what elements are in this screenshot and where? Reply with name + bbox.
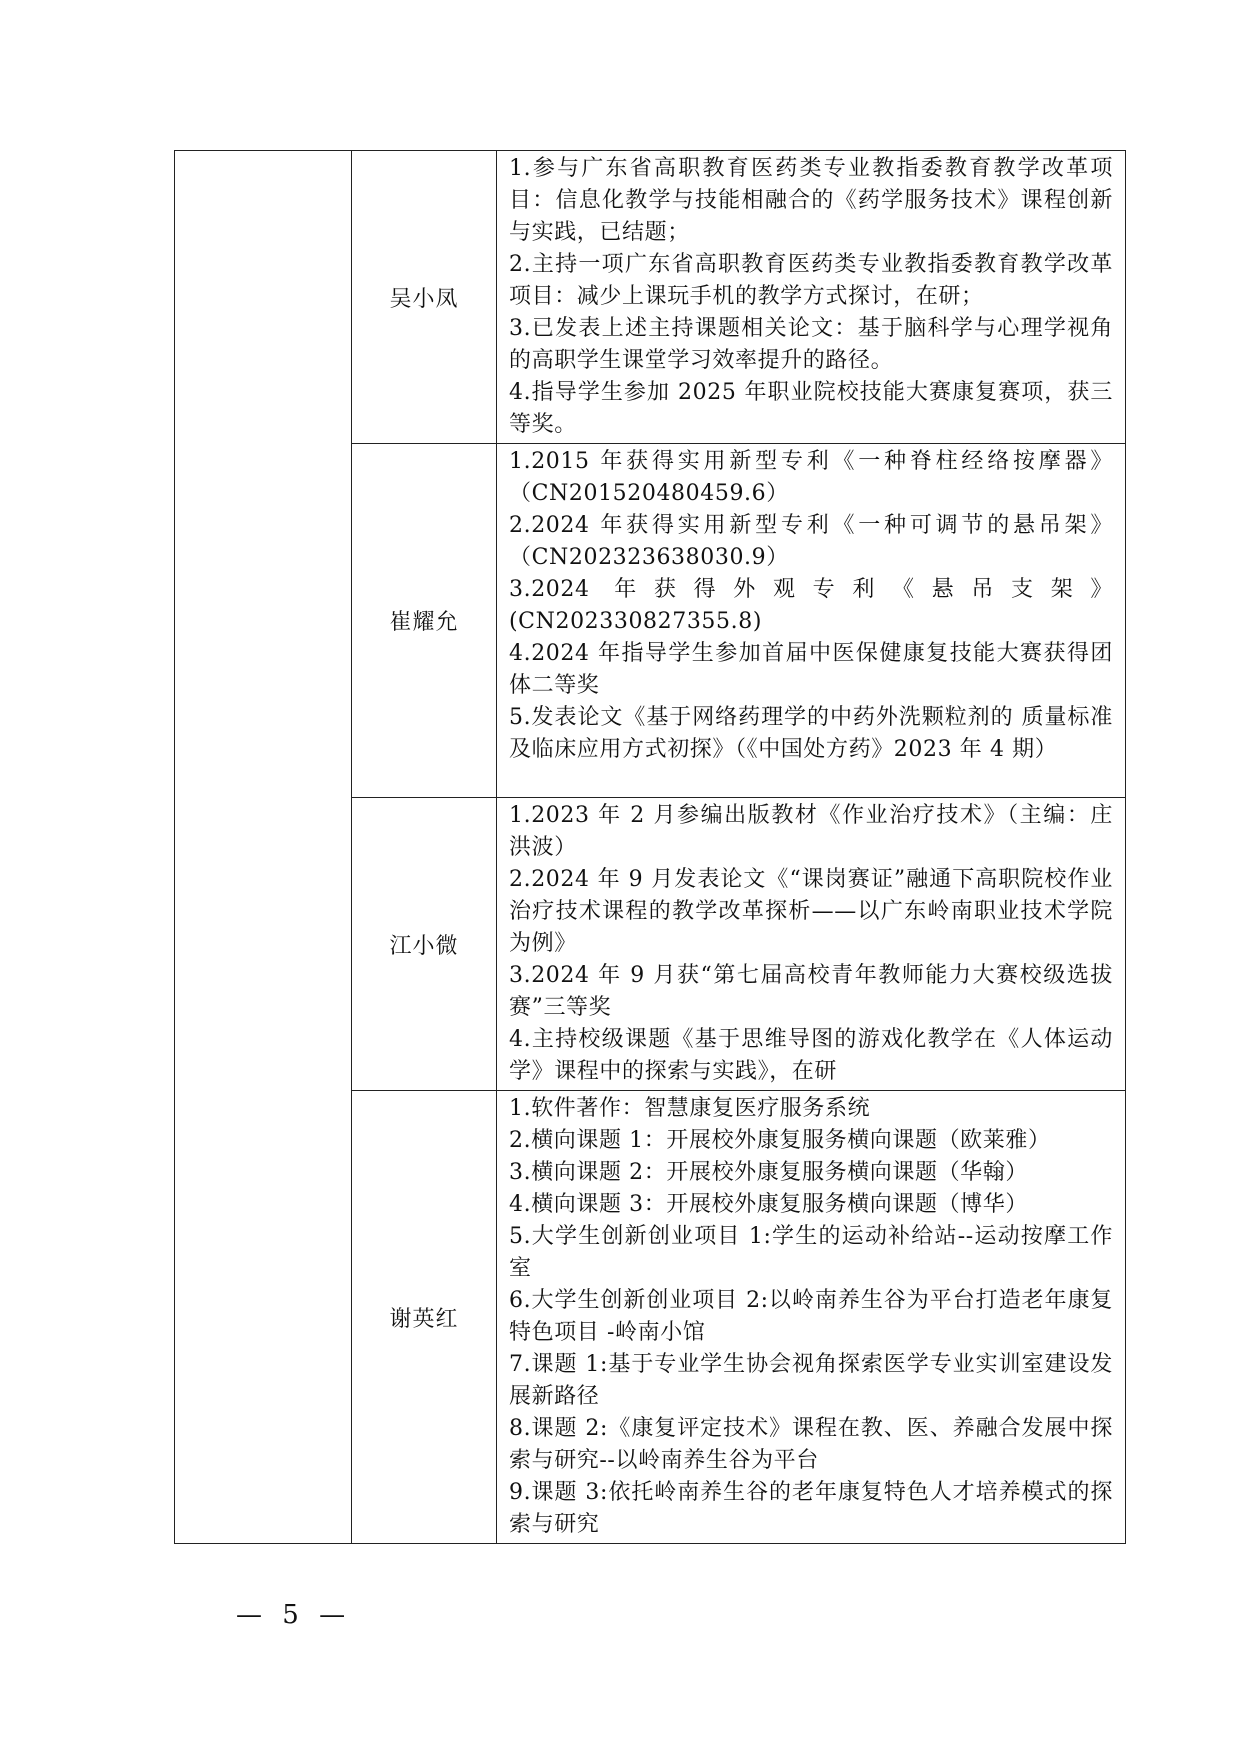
achievement-item: 2.2024 年获得实用新型专利《一种可调节的悬吊架》（CN202323638030.9）	[509, 513, 1113, 570]
achievement-item: 1.参与广东省高职教育医药类专业教指委教育教学改革项目：信息化教学与技能相融合的《药学服务技术》课程创新与实践，已结题；	[509, 156, 1113, 245]
achievement-item: 5.发表论文《基于网络药理学的中药外洗颗粒剂的 质量标准及临床应用方式初探》（《中国处方药》2023 年 4 期）	[509, 705, 1113, 762]
achievements-cell	[497, 151, 1126, 444]
achievement-item: 2.横向课题 1：开展校外康复服务横向课题（欧莱雅）	[509, 1128, 1051, 1153]
achievement-item: 1.软件著作：智慧康复医疗服务系统	[509, 1096, 871, 1121]
achievement-item: 8.课题 2:《康复评定技术》课程在教、医、养融合发展中探索与研究--以岭南养生谷为平台	[509, 1416, 1113, 1473]
achievement-item: 3.已发表上述主持课题相关论文：基于脑科学与心理学视角的高职学生课堂学习效率提升的路径。	[509, 316, 1113, 373]
achievement-item: 4.指导学生参加 2025 年职业院校技能大赛康复赛项，获三等奖。	[509, 380, 1113, 437]
achievement-table	[174, 150, 1126, 1544]
achievement-item: 1.2015 年获得实用新型专利《一种脊柱经络按摩器》（CN201520480459.6）	[509, 449, 1113, 506]
achievements-cell	[497, 798, 1126, 1091]
achievement-item: 2.主持一项广东省高职教育医药类专业教指委教育教学改革项目：减少上课玩手机的教学方式探讨，在研；	[509, 252, 1113, 309]
page-number: — 5 —	[236, 1600, 352, 1630]
achievement-item: 4.横向课题 3：开展校外康复服务横向课题（博华）	[509, 1192, 1028, 1217]
achievement-item: 4.2024 年指导学生参加首届中医保健康复技能大赛获得团体二等奖	[509, 641, 1113, 698]
achievement-item: 6.大学生创新创业项目 2:以岭南养生谷为平台打造老年康复特色项目 -岭南小馆	[509, 1288, 1113, 1345]
achievement-item: 5.大学生创新创业项目 1:学生的运动补给站--运动按摩工作室	[509, 1224, 1113, 1281]
person-name: 谢英红	[352, 1091, 497, 1544]
achievements-cell	[497, 444, 1126, 798]
person-name: 崔耀允	[352, 444, 497, 798]
achievement-item: 1.2023 年 2 月参编出版教材《作业治疗技术》（主编：庄洪波）	[509, 803, 1113, 860]
merged-category-cell	[175, 151, 352, 1544]
person-name: 吴小凤	[352, 151, 497, 444]
achievement-item: 4.主持校级课题《基于思维导图的游戏化教学在《人体运动学》课程中的探索与实践》，在研	[509, 1027, 1113, 1084]
achievement-item: 9.课题 3:依托岭南养生谷的老年康复特色人才培养模式的探索与研究	[509, 1480, 1113, 1537]
table-row	[175, 151, 1126, 444]
achievement-item: 3.横向课题 2：开展校外康复服务横向课题（华翰）	[509, 1160, 1028, 1185]
achievement-item: 3.2024 年 9 月获“第七届高校青年教师能力大赛校级选拔赛”三等奖	[509, 963, 1113, 1020]
achievement-item: 7.课题 1:基于专业学生协会视角探索医学专业实训室建设发展新路径	[509, 1352, 1113, 1409]
person-name: 江小微	[352, 798, 497, 1091]
achievement-item: 3.2024 年获得外观专利《悬吊支架》(CN202330827355.8)	[509, 577, 1113, 634]
achievement-item: 2.2024 年 9 月发表论文《“课岗赛证”融通下高职院校作业治疗技术课程的教学改革探析——以广东岭南职业技术学院为例》	[509, 867, 1113, 956]
achievements-cell	[497, 1091, 1126, 1544]
